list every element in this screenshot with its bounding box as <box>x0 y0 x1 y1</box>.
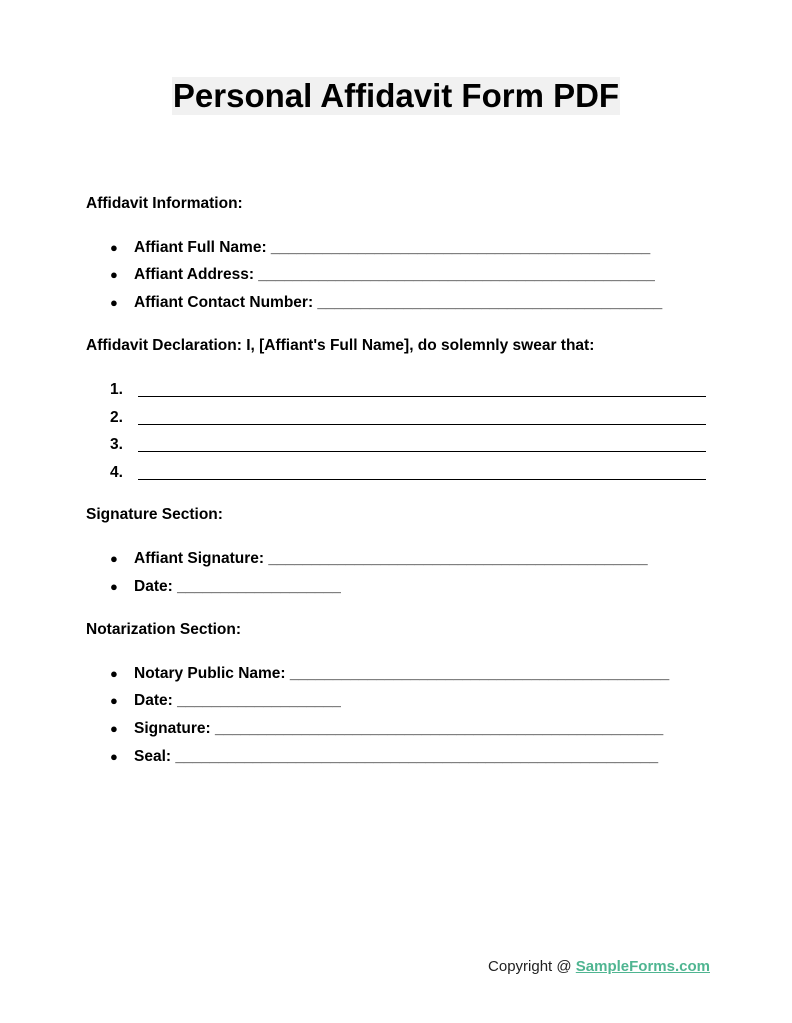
field-signature-date[interactable] <box>110 578 341 596</box>
field-notary-public-name[interactable] <box>110 665 669 683</box>
page-title-text: Personal Affidavit Form PDF <box>172 77 620 114</box>
section-heading-info: Affidavit Information: <box>86 195 243 212</box>
blank-line <box>138 479 706 480</box>
copyright-footer <box>488 958 710 975</box>
blank-line <box>138 396 706 397</box>
field-notary-seal[interactable] <box>110 748 658 766</box>
declaration-line-4[interactable] <box>110 464 710 484</box>
declaration-line-3[interactable] <box>110 436 710 456</box>
brand-link[interactable]: SampleForms.com <box>575 958 710 975</box>
bullet-icon: ● <box>110 749 118 764</box>
declaration-line-1[interactable] <box>110 381 710 401</box>
field-label: Date: ___________________ <box>134 692 341 709</box>
bullet-icon: ● <box>110 295 118 310</box>
field-label: Affiant Full Name: ____________________________________________ <box>134 239 651 256</box>
section-heading-notarization: Notarization Section: <box>86 621 242 638</box>
bullet-icon: ● <box>110 579 118 594</box>
section-heading-signature: Signature Section: <box>86 506 223 523</box>
field-affiant-contact-number[interactable] <box>110 294 662 312</box>
list-number: 4. <box>110 464 123 481</box>
field-notary-date[interactable] <box>110 692 341 710</box>
field-label: Affiant Contact Number: ________________________________________ <box>134 294 663 311</box>
bullet-icon: ● <box>110 551 118 566</box>
bullet-icon: ● <box>110 240 118 255</box>
field-affiant-full-name[interactable] <box>110 239 650 257</box>
declaration-line-2[interactable] <box>110 409 710 429</box>
field-notary-signature[interactable] <box>110 720 663 738</box>
field-label: Notary Public Name: ____________________________________________ <box>134 665 670 682</box>
list-number: 1. <box>110 381 123 398</box>
field-label: Date: ___________________ <box>134 578 341 595</box>
section-heading-declaration: Affidavit Declaration: I, [Affiant's Full Name], do solemnly swear that: <box>86 337 595 354</box>
bullet-icon: ● <box>110 693 118 708</box>
field-label: Affiant Address: ______________________________________________ <box>134 266 655 283</box>
field-label: Signature: ____________________________________________________ <box>134 720 664 737</box>
bullet-icon: ● <box>110 666 118 681</box>
bullet-icon: ● <box>110 267 118 282</box>
copyright-prefix: Copyright @ <box>488 958 576 975</box>
list-number: 3. <box>110 436 123 453</box>
field-label: Affiant Signature: ____________________________________________ <box>134 550 648 567</box>
field-affiant-signature[interactable] <box>110 550 648 568</box>
bullet-icon: ● <box>110 721 118 736</box>
blank-line <box>138 451 706 452</box>
field-affiant-address[interactable] <box>110 266 655 284</box>
field-label: Seal: ________________________________________________________ <box>134 748 659 765</box>
page-title <box>0 77 792 115</box>
list-number: 2. <box>110 409 123 426</box>
blank-line <box>138 424 706 425</box>
